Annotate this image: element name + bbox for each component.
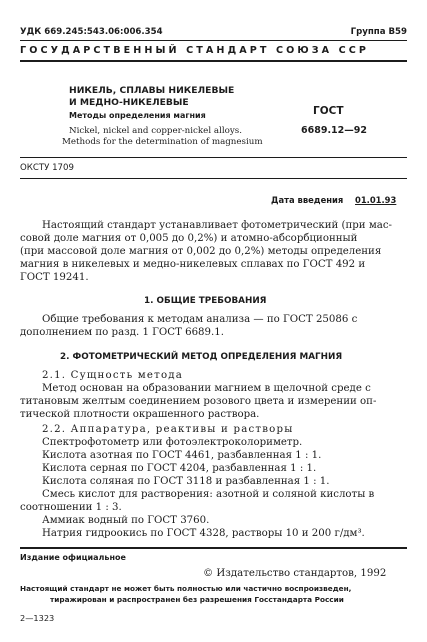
reagent-line: Кислота серная по ГОСТ 4204, разбавленная 1 : 1. (42, 463, 317, 474)
section1-line: Общие требования к методам анализа — по ГОСТ 25086 с (42, 314, 358, 325)
udk-code: УДК 669.245:543.06:006.354 (20, 27, 163, 37)
title-en-line1: Nickel, nickel and copper-nickel alloys. (69, 126, 242, 136)
intro-line: ГОСТ 19241. (20, 272, 89, 283)
official-edition-label: Издание официальное (20, 553, 126, 562)
reproduction-notice-line1: Настоящий стандарт не может быть полностью или частично воспроизведен, (20, 584, 352, 593)
standard-org: ГОСУДАРСТВЕННЫЙ СТАНДАРТ СОЮЗА ССР (20, 45, 370, 56)
copyright: © Издательство стандартов, 1992 (203, 568, 387, 579)
reagent-line: Кислота азотная по ГОСТ 4461, разбавленная 1 : 1. (42, 450, 322, 461)
group-code: Группа В59 (350, 27, 407, 37)
section2-heading: 2. ФОТОМЕТРИЧЕСКИЙ МЕТОД ОПРЕДЕЛЕНИЯ МАГНИЯ (60, 352, 343, 362)
subsection-2-1-line: тической плотности окрашенного раствора. (20, 409, 260, 420)
okstu-rule (20, 178, 407, 179)
subsection-2-1-line: Метод основан на образовании магнием в щелочной среде с (42, 383, 371, 394)
reagent-line: Кислота соляная по ГОСТ 3118 и разбавленная 1 : 1. (42, 476, 330, 487)
title-en-line2: Methods for the determination of magnesium (62, 137, 263, 147)
title-ru-line1: НИКЕЛЬ, СПЛАВЫ НИКЕЛЕВЫЕ (69, 85, 235, 96)
section1-heading: 1. ОБЩИЕ ТРЕБОВАНИЯ (144, 296, 267, 306)
intro-line: Настоящий стандарт устанавливает фотометрический (при мас- (42, 220, 392, 231)
reagent-line: Аммиак водный по ГОСТ 3760. (42, 515, 210, 526)
intro-line: магния в никелевых и медно-никелевых сплавах по ГОСТ 492 и (20, 259, 366, 270)
intro-line: совой доле магния от 0,005 до 0,2%) и атомно-абсорбционный (20, 233, 358, 244)
section1-line: дополнением по разд. 1 ГОСТ 6689.1. (20, 327, 224, 338)
title-ru-line2: И МЕДНО-НИКЕЛЕВЫЕ (69, 97, 189, 108)
date-label: Дата введения (271, 195, 344, 205)
reagent-line: Натрия гидроокись по ГОСТ 4328, растворы 10 и 200 г/дм³. (42, 528, 365, 539)
date-value: 01.01.93 (355, 195, 397, 205)
header-rule-bottom (20, 60, 407, 62)
subsection-2-1-line: титановым желтым соединением розового цвета и измерении оп- (20, 396, 377, 407)
intro-line: (при массовой доле магния от 0,002 до 0,2%) методы определения (20, 246, 382, 257)
title-rule (20, 157, 407, 158)
reagent-line: Смесь кислот для растворения: азотной и соляной кислоты в (42, 489, 375, 500)
page-code: 2—1323 (20, 613, 55, 623)
subsection-2-1-heading: 2.1. Сущность метода (42, 370, 184, 381)
reproduction-notice-line2: тиражирован и распространен без разрешения Госстандарта России (50, 595, 344, 604)
gost-label: ГОСТ (313, 105, 344, 117)
title-ru-subtitle: Методы определения магния (69, 111, 206, 120)
okstu-code: ОКСТУ 1709 (20, 163, 74, 173)
gost-number: 6689.12—92 (301, 125, 367, 136)
reagent-line: Спектрофотометр или фотоэлектроколориметр. (42, 437, 303, 448)
subsection-2-2-heading: 2.2. Аппаратура, реактивы и растворы (42, 424, 294, 435)
reagent-line: соотношении 1 : 3. (20, 502, 122, 513)
header-rule-top (20, 40, 407, 41)
footer-rule (20, 547, 407, 549)
